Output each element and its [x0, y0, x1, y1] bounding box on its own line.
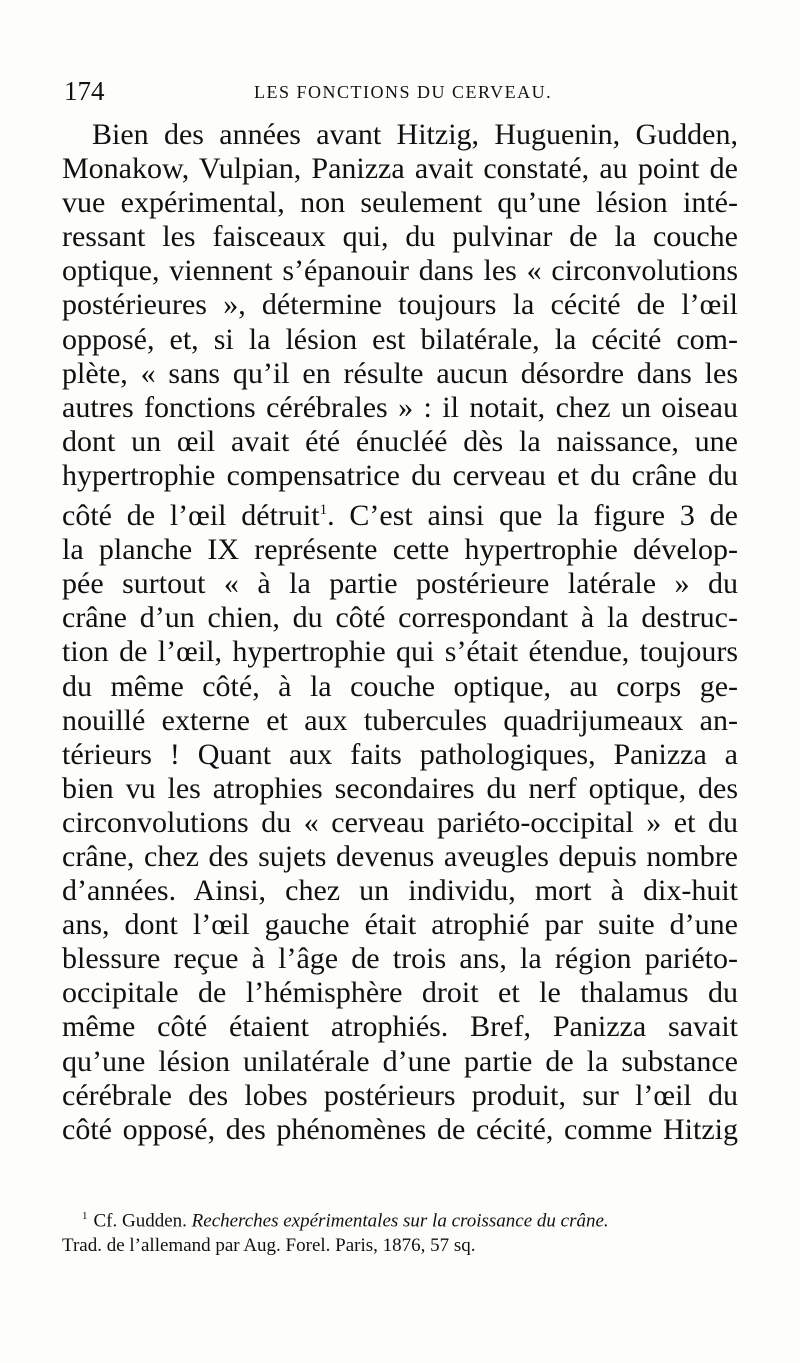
footnote-marker: 1 — [82, 1210, 88, 1222]
text-line: dont un œil avait été énucléé dès la naissance, une — [62, 424, 738, 458]
text-line: optique, viennent s’épanouir dans les « circonvolutions — [62, 254, 738, 288]
text-line: plète, « sans qu’il en résulte aucun désordre dans les — [62, 356, 738, 390]
text-line: Bien des années avant Hitzig, Huguenin, Gudden, — [92, 118, 738, 151]
text-segment: . C’est ainsi que la figure 3 de — [327, 499, 738, 533]
text-line: circonvolutions du « cerveau pariéto-occipital » et du — [62, 805, 738, 839]
text-line: même côté étaient atrophiés. Bref, Panizza savait — [62, 1010, 738, 1044]
text-line: du même côté, à la couche optique, au corps ge- — [62, 669, 738, 703]
text-line: pée surtout « à la partie postérieure latérale » du — [62, 567, 738, 601]
text-line: la planche IX représente cette hypertrophie dévelop- — [62, 533, 738, 567]
footnote-line: Trad. de l’allemand par Aug. Forel. Paris, 1876, 57 sq. — [62, 1235, 476, 1257]
text-line: opposé, et, si la lésion est bilatérale, la cécité com- — [62, 322, 738, 356]
footnote — [62, 1204, 738, 1258]
page-header — [64, 70, 736, 110]
footnote-reference: 1 — [319, 502, 328, 519]
text-line: térieurs ! Quant aux faits pathologiques, Panizza a — [62, 737, 738, 771]
text-line: occipitale de l’hémisphère droit et le thalamus du — [62, 976, 738, 1010]
text-segment: côté de l’œil détruit — [62, 499, 320, 533]
text-line: côté opposé, des phénomènes de cécité, comme Hitzig — [62, 1112, 738, 1146]
footnote-prefix: Cf. Gudden. — [93, 1210, 187, 1232]
text-line: Monakow, Vulpian, Panizza avait constaté, au point de — [62, 152, 738, 186]
page-number: 174 — [64, 76, 105, 106]
text-line: nouillé externe et aux tubercules quadrijumeaux an- — [62, 703, 738, 737]
text-line: ressant les faisceaux qui, du pulvinar de la couche — [62, 220, 738, 254]
text-line: autres fonctions cérébrales » : il notait, chez un oiseau — [62, 390, 738, 424]
text-line: cérébrale des lobes postérieurs produit, sur l’œil du — [62, 1078, 738, 1112]
text-line: tion de l’œil, hypertrophie qui s’était étendue, toujours — [62, 635, 738, 669]
footnote-title: Recherches expérimentales sur la croissance du crâne. — [191, 1210, 609, 1232]
text-line: blessure reçue à l’âge de trois ans, la région pariéto- — [62, 942, 738, 976]
text-line: hypertrophie compensatrice du cerveau et du crâne du — [62, 458, 738, 492]
text-line-with-footnote — [62, 493, 738, 533]
text-line: vue expérimental, non seulement qu’une lésion inté- — [62, 186, 738, 220]
text-line: bien vu les atrophies secondaires du nerf optique, des — [62, 771, 738, 805]
body-text — [62, 118, 738, 1147]
text-line: qu’une lésion unilatérale d’une partie de la substance — [62, 1044, 738, 1078]
footnote-line — [62, 1204, 738, 1233]
text-line: crâne, chez des sujets devenus aveugles depuis nombre — [62, 839, 738, 873]
text-line: postérieures », détermine toujours la cécité de l’œil — [62, 288, 738, 322]
text-line: ans, dont l’œil gauche était atrophié par suite d’une — [62, 908, 738, 942]
running-head: LES FONCTIONS DU CERVEAU. — [254, 82, 553, 102]
text-line: d’années. Ainsi, chez un individu, mort à dix-huit — [62, 874, 738, 908]
text-line: crâne d’un chien, du côté correspondant à la destruc- — [62, 601, 738, 635]
